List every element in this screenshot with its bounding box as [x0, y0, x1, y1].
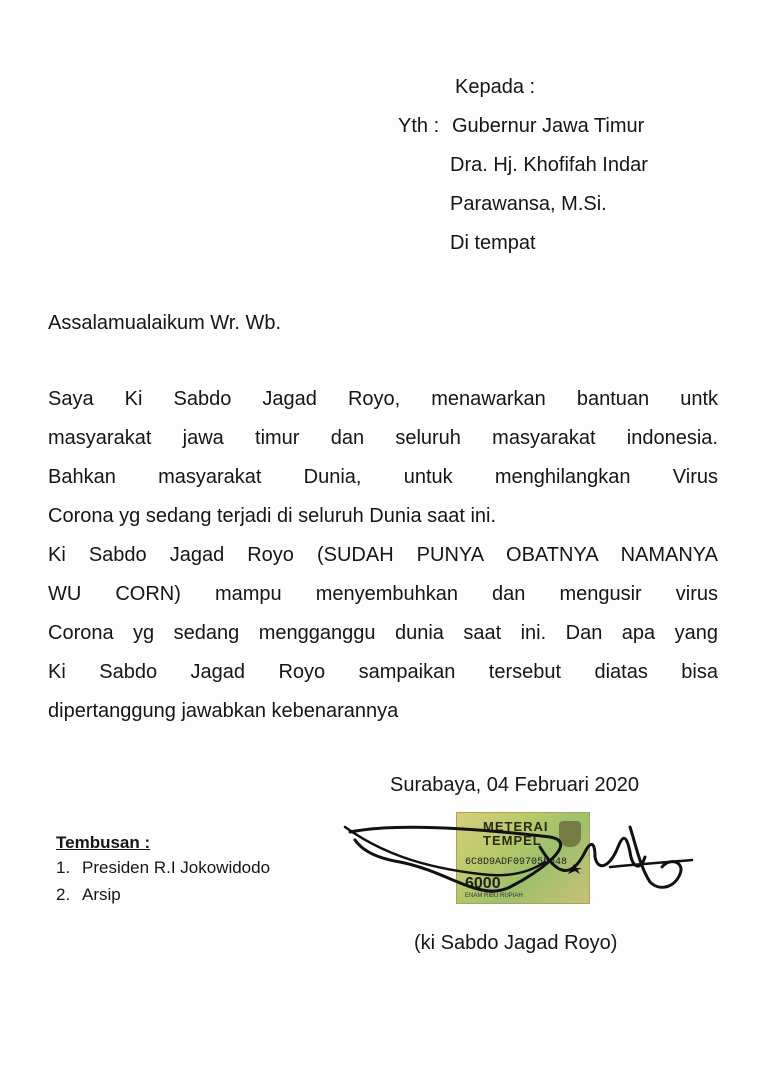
signer-name: (ki Sabdo Jagad Royo): [414, 932, 618, 954]
tembusan-item-number: 1.: [56, 858, 71, 877]
kepada-label: Kepada :: [455, 76, 536, 98]
paragraph-line: Ki Sabdo Jagad Royo (SUDAH PUNYA OBATNYA NAMANYA: [48, 544, 718, 566]
yth-prefix: Yth :: [398, 115, 440, 137]
paragraph-line: dipertanggung jawabkan kebenarannya: [48, 700, 399, 722]
place-date: Surabaya, 04 Februari 2020: [390, 774, 640, 796]
tembusan-item: [56, 885, 270, 905]
recipient-location: Di tempat: [450, 232, 536, 254]
tembusan-block: [56, 833, 270, 905]
paragraph-line: Ki Sabdo Jagad Royo sampaikan tersebut diatas bisa: [48, 661, 718, 683]
stamp-caption: ENAM RIBU RUPIAH: [465, 893, 523, 899]
recipient-name-line2: Parawansa, M.Si.: [450, 193, 607, 215]
tembusan-item-text: Arsip: [82, 885, 121, 904]
recipient-name-line1: Dra. Hj. Khofifah Indar: [450, 154, 648, 176]
handwritten-signature: [340, 812, 700, 922]
tembusan-item-number: 2.: [56, 885, 71, 904]
recipient-title: Gubernur Jawa Timur: [452, 115, 645, 137]
paragraph-line: Saya Ki Sabdo Jagad Royo, menawarkan bantuan untk: [48, 388, 718, 410]
stamp-value: 6000: [465, 875, 501, 892]
greeting: Assalamualaikum Wr. Wb.: [48, 312, 282, 334]
stamp-label-line1: METERAI: [483, 819, 549, 834]
tembusan-item: [56, 858, 270, 878]
body-paragraph-1: [48, 380, 718, 536]
body-paragraph-2: [48, 536, 718, 731]
tembusan-item-text: Presiden R.I Jokowidodo: [82, 858, 271, 877]
tembusan-title: Tembusan :: [56, 833, 151, 852]
paragraph-line: Corona yg sedang terjadi di seluruh Dunia saat ini.: [48, 505, 497, 527]
stamp-serial: 6C8D9ADF097055048: [465, 857, 568, 868]
stamp-label-line2: TEMPEL: [483, 833, 542, 848]
paragraph-line: WU CORN) mampu menyembuhkan dan mengusir virus: [48, 583, 718, 605]
paragraph-line: Corona yg sedang mengganggu dunia saat ini. Dan apa yang: [48, 622, 718, 644]
paragraph-line: Bahkan masyarakat Dunia, untuk menghilangkan Virus: [48, 466, 718, 488]
paragraph-line: masyarakat jawa timur dan seluruh masyarakat indonesia.: [48, 427, 718, 449]
